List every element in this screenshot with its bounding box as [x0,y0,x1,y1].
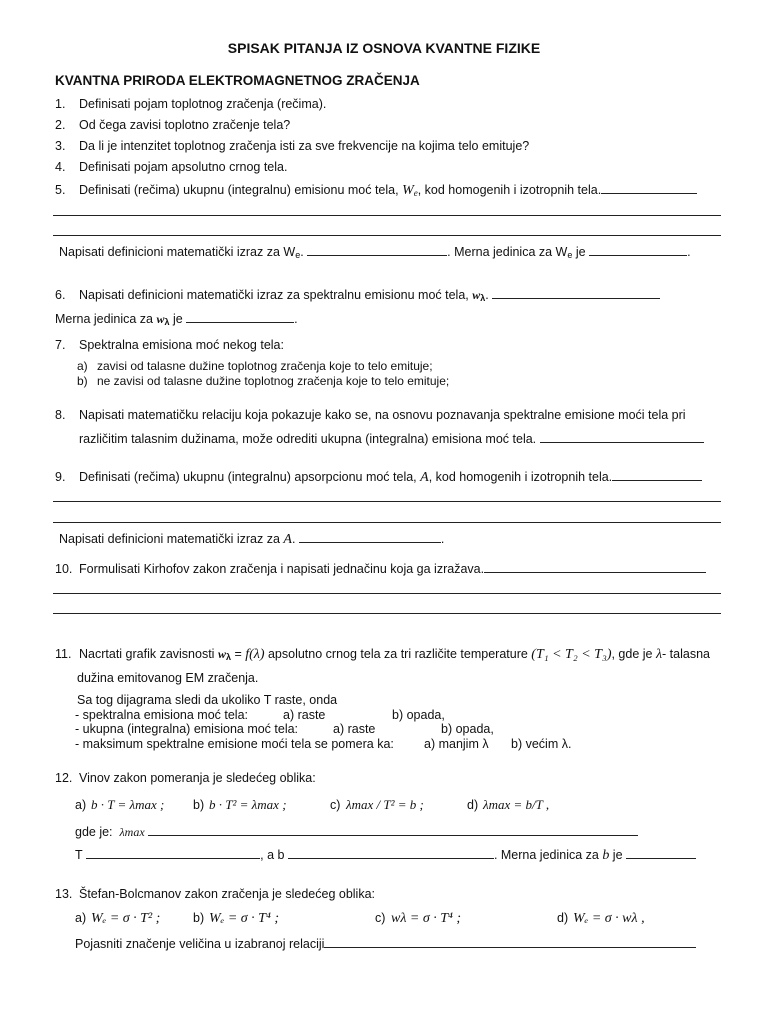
question-11 [55,647,710,663]
question-3 [55,139,529,153]
unit-text: . Merna jedinica za [493,848,603,862]
option-text: zavisi od talasne dužine toplotnog zračenja koje to telo emituje; [97,359,433,373]
formula-text: . [291,532,299,546]
option-a[interactable]: a) manjim λ [424,737,489,751]
question-text: apsolutno crnog tela za tri različite temperature [264,647,532,661]
option-d-label: d) [557,911,569,925]
subscript: λ [480,293,486,303]
formula-text: Napisati definicioni matematički izraz za [59,532,284,546]
question-text: Od čega zavisi toplotno zračenje tela? [79,118,291,132]
option-b-label: b) [193,798,205,812]
gde-label: gde je: [75,825,113,839]
question-number: 11. [55,647,72,661]
question-4 [55,160,287,174]
question-8 [55,408,686,422]
answer-blank[interactable] [540,431,704,443]
option-c-label: c) [330,798,341,812]
row-text: - maksimum spektralne emisione moći tela se pomera ka: [75,737,394,751]
option-b-equation[interactable]: Wₑ = σ · T⁴ ; [209,911,279,926]
answer-line[interactable] [53,501,721,502]
question-11-row3 [75,737,571,751]
question-text: Nacrtati grafik zavisnosti [79,647,218,661]
question-13 [55,887,375,901]
question-5-formula [59,244,691,260]
answer-line[interactable] [53,235,721,236]
question-12-options [75,797,549,813]
subscript: λ [164,317,170,327]
symbol-lambda-max: λmax [119,825,145,839]
question-number: 2. [55,118,66,132]
question-number: 12. [55,771,73,785]
answer-line[interactable] [53,215,721,216]
question-12-gde [75,824,638,840]
symbol-lambda: λ [655,647,663,662]
question-11-row1 [75,708,445,722]
question-6 [55,287,660,303]
option-a-equation[interactable]: b · T = λmax ; [91,797,165,812]
symbol-a: A [283,532,292,547]
question-11-row2 [75,722,494,736]
section-heading: KVANTNA PRIRODA ELEKTROMAGNETNOG ZRAČENJA [55,73,420,88]
question-text: Napisati matematičku relaciju koja pokazuje kako se, na osnovu poznavanja spektralne emisione moći tela pri [79,408,686,422]
option-a-equation[interactable]: Wₑ = σ · T² ; [91,911,161,926]
question-number: 13. [55,887,73,901]
question-text: Definisati pojam toplotnog zračenja (rečima). [79,97,327,111]
question-text: Vinov zakon pomeranja je sledećeg oblika: [79,771,316,785]
answer-blank[interactable] [186,311,294,323]
row-text: - ukupna (integralna) emisiona moć tela: [75,722,299,736]
answer-blank[interactable] [492,287,660,299]
period: . [687,245,691,259]
option-c-equation[interactable]: λmax / T² = b ; [346,797,424,812]
option-label: a) [77,359,88,373]
row-text: - spektralna emisiona moć tela: [75,708,248,722]
period: . [440,532,445,546]
question-12-units [75,847,696,864]
question-7 [55,338,284,352]
answer-line[interactable] [53,593,721,594]
option-d-equation[interactable]: Wₑ = σ · wλ , [573,911,645,926]
symbol-w: w [217,647,226,661]
question-text: Definisati (rečima) ukupnu (integralnu) emisionu moć tela, [79,183,403,197]
answer-line[interactable] [53,613,721,614]
question-text: različitim talasnim dužinama, može odrediti ukupna (integralna) emisiona moć tela. [79,432,540,446]
unit-text: je [572,245,590,259]
answer-blank[interactable] [612,469,702,481]
unit-text: je [609,848,627,862]
option-b[interactable]: b) opada, [441,722,494,736]
question-text: Definisati pojam apsolutno crnog tela. [79,160,288,174]
question-number: 4. [55,160,66,174]
formula-text: Napisati definicioni matematički izraz za W [59,245,296,259]
option-a-label: a) [75,911,87,925]
question-text: Spektralna emisiona moć nekog tela: [79,338,284,352]
question-11-line2: dužina emitovanog EM zračenja. [77,671,259,685]
question-text-end: . [485,288,493,302]
question-9 [55,469,702,486]
option-c-label: c) [375,911,386,925]
option-b[interactable]: b) opada, [392,708,445,722]
option-b[interactable] [77,374,449,388]
symbol-b: b [602,848,610,863]
answer-blank[interactable] [324,936,696,948]
subscript: e [567,250,573,260]
question-text: - talasna [662,647,710,661]
symbol-we: W [402,183,414,198]
question-text-end: , kod homogenih i izotropnih tela. [417,183,602,197]
question-text: , gde je [611,647,656,661]
equals: = [230,647,246,661]
question-number: 6. [55,288,66,302]
answer-blank[interactable] [626,847,696,859]
option-b-equation[interactable]: b · T² = λmax ; [209,797,287,812]
question-number: 8. [55,408,66,422]
t-label: T [75,848,83,862]
question-12 [55,771,316,785]
page-title: SPISAK PITANJA IZ OSNOVA KVANTNE FIZIKE [227,40,541,56]
unit-text: . Merna jedinica za W [447,245,568,259]
question-6-unit [55,311,298,327]
question-10 [55,561,706,576]
question-number: 7. [55,338,66,352]
question-1 [55,97,326,111]
option-a[interactable]: a) raste [333,722,376,736]
option-c-equation[interactable]: wλ = σ · T⁴ ; [391,911,462,926]
question-text-end: , kod homogenih i izotropnih tela. [428,470,613,484]
option-a[interactable]: a) raste [283,708,326,722]
symbol-w: w [472,288,481,302]
symbol-w: w [156,312,165,326]
option-d-label: d) [467,798,479,812]
unit-text: je [169,312,187,326]
question-number: 1. [55,97,66,111]
function-f: f(λ) [245,647,265,662]
question-text: Da li je intenzitet toplotnog zračenja isti za sve frekvencije na kojima telo emituje? [79,139,530,153]
answer-blank[interactable] [307,244,447,256]
formula-text: . [300,245,308,259]
question-13-options [75,911,645,927]
option-b-label: b) [193,911,205,925]
symbol-subscript: e [413,188,418,198]
option-label: b) [77,374,88,388]
answer-blank[interactable] [601,182,697,194]
question-8-line2 [79,431,704,446]
option-d-equation[interactable]: λmax = b/T , [483,797,550,812]
question-text: Definisati (rečima) ukupnu (integralnu) apsorpcionu moć tela, [79,470,421,484]
option-text: ne zavisi od talasne dužine toplotnog zračenja koje to telo emituje; [97,374,450,388]
question-9-formula [59,531,444,548]
answer-line[interactable] [53,522,721,523]
question-number: 5. [55,183,66,197]
question-2 [55,118,290,132]
answer-blank[interactable] [86,847,260,859]
period: . [294,312,298,326]
question-number: 10. [55,562,73,576]
answer-blank[interactable] [299,531,441,543]
temperatures: (T₁ < T₂ < T₃) [531,647,612,662]
question-text: Štefan-Bolcmanov zakon zračenja je sledećeg oblika: [79,887,376,901]
question-13-explain [75,936,696,951]
question-number: 9. [55,470,66,484]
option-b[interactable]: b) većim λ. [511,737,572,751]
answer-blank[interactable] [288,847,494,859]
subscript: λ [225,652,231,662]
question-text: Formulisati Kirhofov zakon zračenja i napisati jednačinu koja ga izražava. [79,562,485,576]
answer-blank[interactable] [589,244,687,256]
question-text: Napisati definicioni matematički izraz za spektralnu emisionu moć tela, [79,288,473,302]
question-11-line3: Sa tog dijagrama sledi da ukoliko T raste, onda [77,693,338,707]
explain-text: Pojasniti značenje veličina u izabranoj relaciji [75,937,325,951]
subscript: e [295,250,301,260]
unit-text: Merna jedinica za [55,312,157,326]
option-a-label: a) [75,798,87,812]
question-number: 3. [55,139,66,153]
question-5 [55,182,697,199]
answer-blank[interactable] [484,561,706,573]
answer-blank[interactable] [148,824,638,836]
b-label: , a b [260,848,285,862]
symbol-a: A [420,470,429,485]
option-a[interactable] [77,359,433,373]
